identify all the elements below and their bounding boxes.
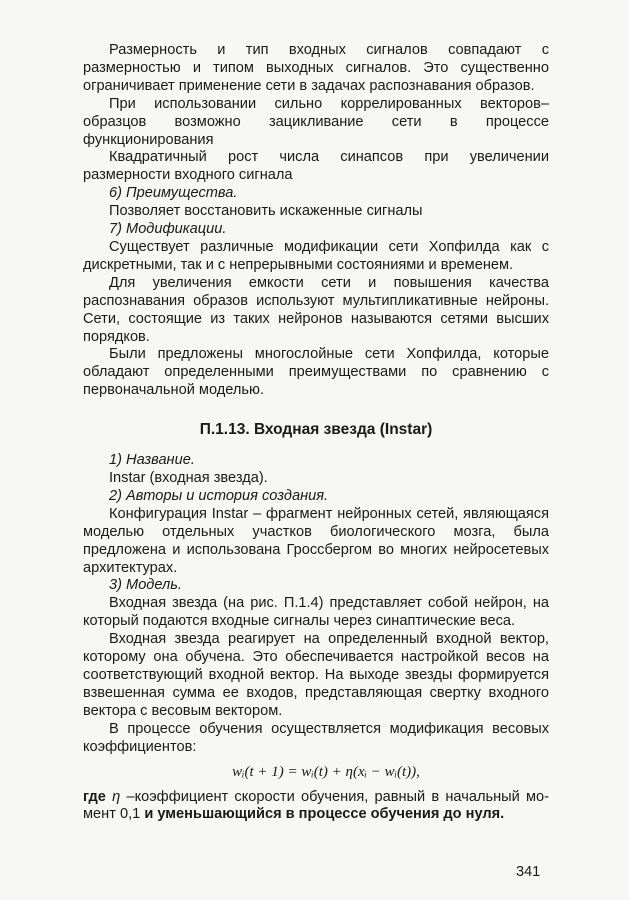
list-item-label: 2) Авторы и история создания. bbox=[109, 487, 329, 504]
paragraph: При использовании сильно коррелированных векторов–образцов возможно зацикливание сети в процессе функционирования bbox=[83, 95, 549, 148]
paragraph: Входная звезда (на рис. П.1.4) представляет собой нейрон, на который подаются входные сигналы через синаптические веса. bbox=[83, 595, 549, 630]
paragraph bbox=[83, 789, 549, 825]
page-number: 341 bbox=[516, 864, 541, 880]
bold-text: где bbox=[83, 788, 106, 805]
list-item-label: 6) Преимущества. bbox=[109, 185, 238, 202]
text-span: –коэффициент скорости обучения, равный в начальный мо-мент 0,1 bbox=[83, 788, 549, 823]
section-heading: П.1.13. Входная звезда (Instar) bbox=[199, 421, 433, 439]
formula: wᵢ(t + 1) = wᵢ(t) + η(xᵢ − wᵢ(t)), bbox=[232, 763, 420, 780]
paragraph: Входная звезда реагирует на определенный входной вектор, которому она обучена. Это обеспечивается настройкой весов на соответствующий входной вектор. На выходе звезды формируется взвешенная сумма ее входов, представляющая свертку входного вектора с весовым вектором. bbox=[83, 631, 549, 719]
paragraph: Позволяет восстановить искаженные сигналы bbox=[109, 203, 423, 220]
list-item-label: 3) Модель. bbox=[109, 577, 182, 594]
paragraph: Размерность и тип входных сигналов совпадают с размерностью и типом выходных сигналов. Это существенно ограничивает применение сети в задачах распознавания образов. bbox=[83, 42, 549, 94]
paragraph: Конфигурация Instar – фрагмент нейронных сетей, являющаяся моделью отдельных участков биологического мозга, была предложена и использована Гроссбергом во многих нейросетевых архитектурах. bbox=[83, 505, 549, 576]
bold-text: и уменьшающийся в процессе обучения до нуля. bbox=[144, 806, 505, 823]
eta-symbol: η bbox=[112, 788, 121, 805]
paragraph: Существует различные модификации сети Хопфилда как с дискретными, так и с непрерывными состояниями и временем. bbox=[83, 238, 549, 273]
paragraph: В процессе обучения осуществляется модификация весовых коэффициентов: bbox=[83, 720, 549, 755]
paragraph: Квадратичный рост числа синапсов при увеличении размерности входного сигнала bbox=[83, 149, 549, 184]
paragraph: Для увеличения емкости сети и повышения качества распознавания образов используют мультипликативные нейроны. Сети, состоящие из таких нейронов называются сетями высших порядков. bbox=[83, 274, 549, 345]
paragraph: Instar (входная звезда). bbox=[109, 470, 268, 487]
page-body bbox=[83, 42, 549, 824]
list-item-label: 7) Модификации. bbox=[109, 221, 227, 238]
paragraph: Были предложены многослойные сети Хопфилда, которые обладают определенными преимуществами по сравнению с первоначальной моделью. bbox=[83, 346, 549, 399]
list-item-label: 1) Название. bbox=[109, 452, 195, 469]
